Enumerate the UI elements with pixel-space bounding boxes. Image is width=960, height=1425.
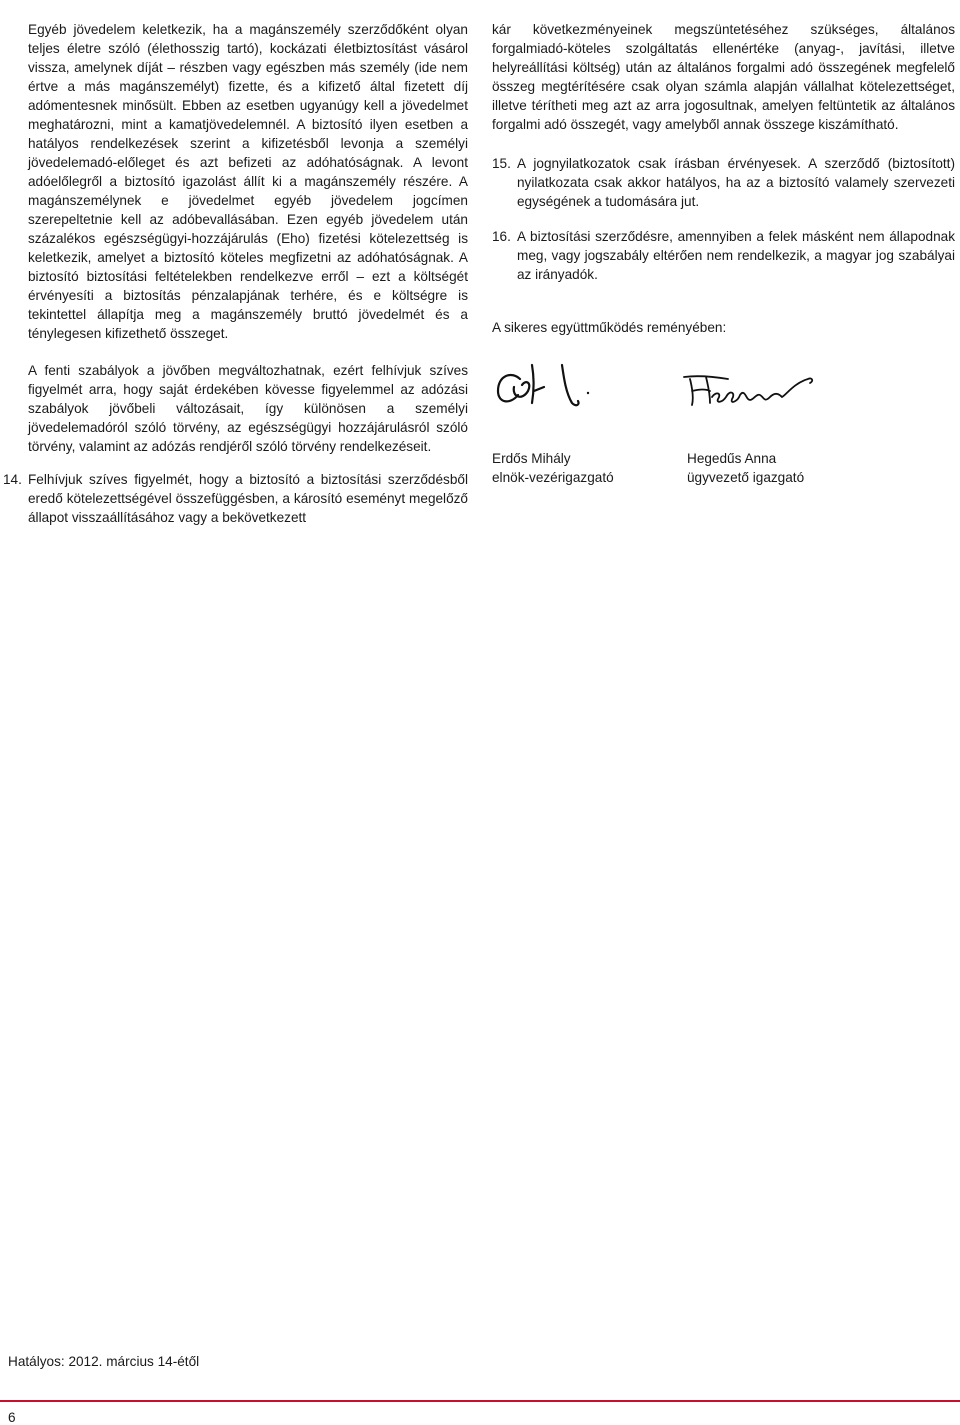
signer-2-title: ügyvezető igazgató	[687, 470, 805, 485]
paragraph-rules-change: A fenti szabályok a jövőben megváltozhatnak, ezért felhívjuk szíves figyelmét arra, hogy saját érdekében kövesse figyelemmel az adózási szabályok jövőbeli változásait, így különösen a személyi jövedelemadóról szóló törvény, az egészségügyi hozzájárulásról szóló törvény, valamint az adózás rendjéről szóló törvény rendelkezéseit.	[28, 363, 468, 454]
left-column	[3, 20, 468, 527]
signature-erdos	[492, 357, 602, 417]
signatures	[492, 357, 955, 449]
page-number: 6	[8, 1410, 16, 1425]
clause-16-number: 16.	[492, 229, 511, 244]
clause-14-text: Felhívjuk szíves figyelmét, hogy a biztosító a biztosítási szerződésből eredő kötelezettségével összefüggésben, a károsító eseményt megelőző állapot visszaállításához vagy a bekövetkezett	[28, 472, 468, 525]
signer-erdos	[492, 449, 687, 487]
clause-14	[3, 470, 468, 527]
clause-14-number: 14.	[3, 472, 22, 487]
paragraph-vat: kár következményeinek megszüntetéséhez szükséges, általános forgalmiadó-köteles szolgáltatás ellenértéke (anyag-, javítási, illetve helyreállítási költség) után az általános forgalmi adó összegének megfelelő összeg megtérítésére csak olyan számla alapján vállalhat kötelezettséget, illetve térítheti meg azt az arra jogosultnak, amelyen feltüntetik az általános forgalmi adó összegét, vagy amelyből annak összege kiszámítható.	[492, 22, 955, 132]
clause-15-text: A jognyilatkozatok csak írásban érvényesek. A szerződő (biztosított) nyilatkozata csak akkor hatályos, ha az a biztosító valamely szervezeti egységének a tudomására jut.	[517, 156, 955, 209]
right-column	[492, 20, 955, 487]
closing-greeting: A sikeres együttműködés reményében:	[492, 320, 727, 335]
signer-2-name: Hegedűs Anna	[687, 451, 777, 466]
clause-15-number: 15.	[492, 156, 511, 171]
clause-15	[492, 154, 955, 211]
signer-hegedus	[687, 449, 887, 487]
signer-1-name: Erdős Mihály	[492, 451, 571, 466]
signer-names	[492, 449, 955, 487]
signer-1-title: elnök-vezérigazgató	[492, 470, 614, 485]
footer-divider	[0, 1400, 960, 1402]
signature-hegedus	[680, 367, 820, 411]
clause-16-text: A biztosítási szerződésre, amennyiben a felek másként nem állapodnak meg, vagy jogszabály eltérően nem rendelkezik, a magyar jog szabályai az irányadók.	[517, 229, 955, 282]
paragraph-other-income: Egyéb jövedelem keletkezik, ha a magánszemély szerződőként olyan teljes életre szóló (élethosszig tartó), kockázati életbiztosítást vásárol vissza, amelynek díját – részben vagy egészben más személy (ide nem értve a más magánszemélyt) fizette, és a kifizető által fizetett díj adómentesnek minősült. Ebben az esetben ugyanúgy kell a jövedelmet meghatározni, mint a kamatjövedelemnél. A biztosító ilyen esetben a hatályos rendelkezések szerint a kifizetésből levonja a személyi jövedelemadó-előleget és azt befizeti az adóhatóságnak. A levont adóelőlegről a biztosító igazolást állít ki a magánszemély részére. A magánszemélynek e jövedelmet egyéb jövedelem jogcímen szerepeltetnie kell az adóbevallásában. Ezen egyéb jövedelem után százalékos egészségügyi-hozzájárulás (Eho) fizetési kötelezettség is keletkezik, amelyet a biztosító köteles megfizetni az adóhatóságnak. A biztosító biztosítási feltételekben rendelkezve erről – ezt a költségét érvényesíti a biztosítás pénzalapjának terhére, és e költségre is tekintettel állapítja meg a magánszemély bruttó jövedelmét és a ténylegesen kifizethető összeget.	[28, 22, 468, 341]
clause-16	[492, 227, 955, 284]
effective-date: Hatályos: 2012. március 14-étől	[8, 1354, 200, 1369]
